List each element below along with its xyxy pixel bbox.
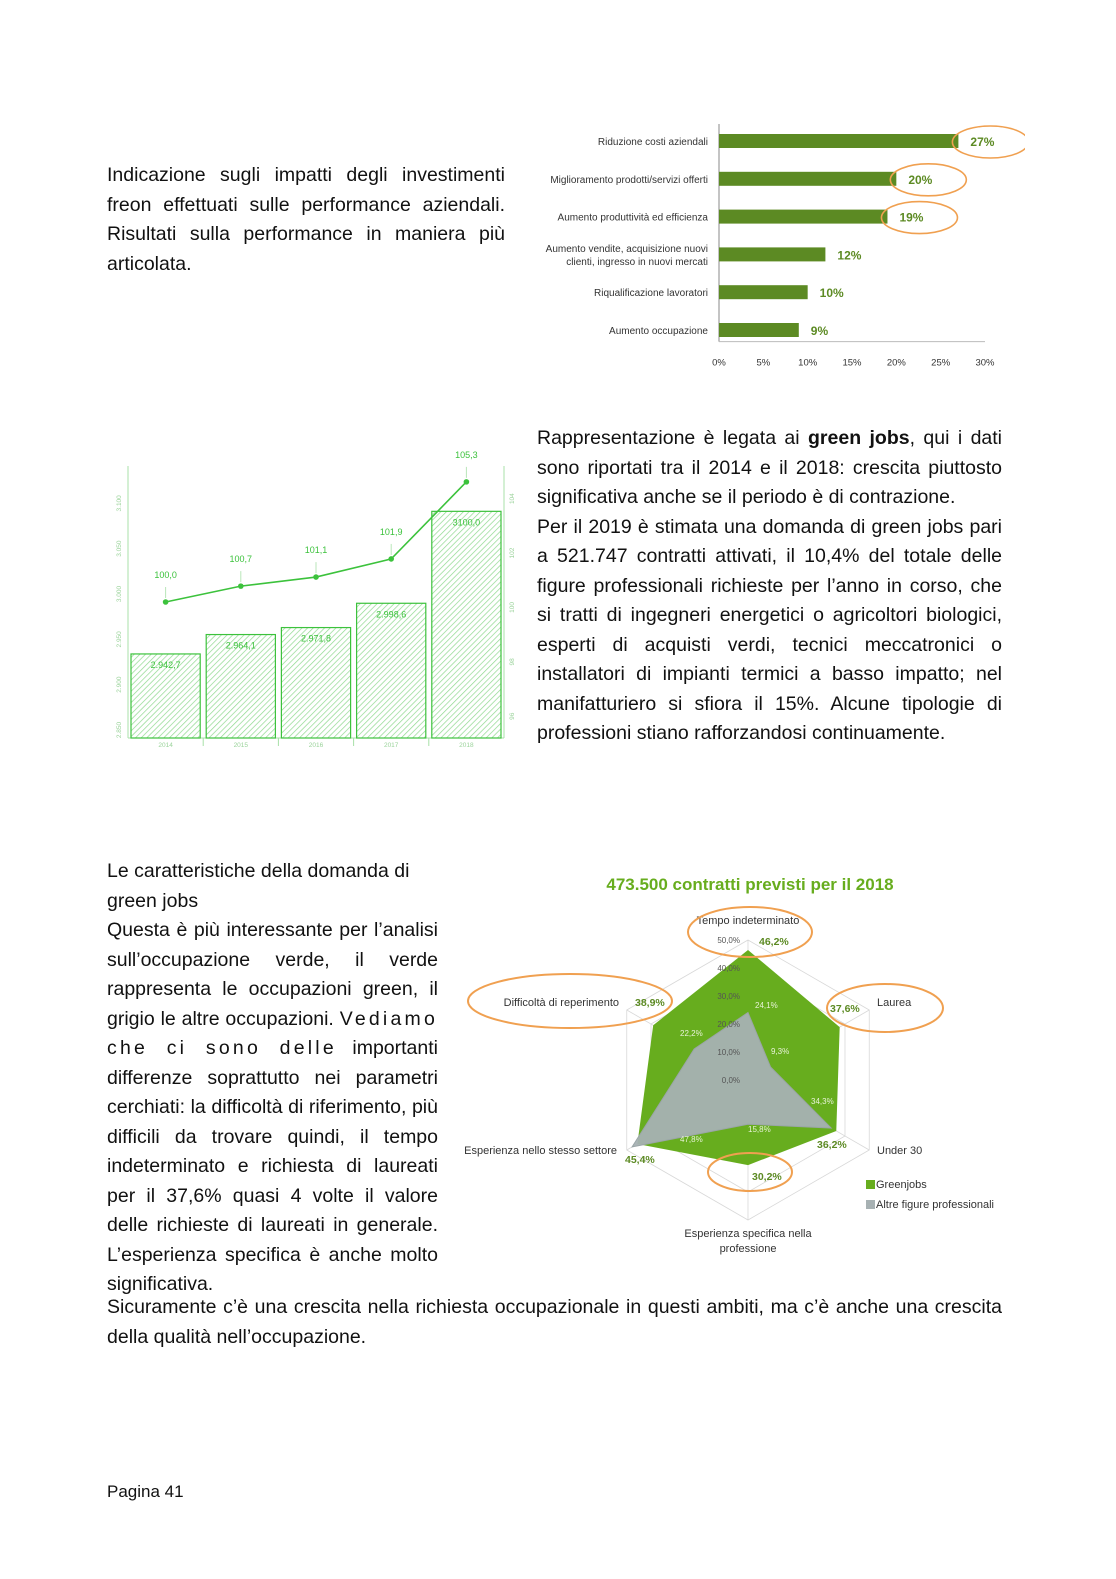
bar-value-label: 27%	[970, 135, 995, 149]
bar-x-tick: 10%	[798, 357, 818, 369]
radar-grey-value: 9,3%	[771, 1047, 790, 1056]
bar-category-label: Riduzione costi aziendali	[597, 137, 708, 148]
combo-line	[166, 482, 467, 602]
bar-1	[719, 134, 958, 148]
greenjobs-lead: Rappresentazione è legata ai	[537, 427, 809, 449]
bar-x-tick: 30%	[975, 357, 995, 369]
bar-value-label: 20%	[908, 172, 933, 187]
combo-x-tick: 2018	[459, 742, 474, 749]
combo-line-label: 101,9	[379, 526, 403, 537]
bar-5	[719, 285, 808, 299]
combo-right-tick: 96	[509, 712, 516, 720]
combo-line-point	[464, 479, 470, 485]
greenjobs-rest: , qui i dati sono riportati tra il 2014 e il 2018: crescita piuttosto significativa anche se il periodo è di contrazione.	[537, 427, 1003, 508]
combo-x-tick: 2014	[158, 742, 173, 749]
radar-axis-label: Esperienza nello stesso settore	[464, 1145, 617, 1157]
combo-x-tick: 2017	[383, 742, 399, 749]
contracts-radar-chart	[462, 866, 1022, 1261]
radar-axis-label: Difficoltà di reperimento	[503, 997, 619, 1009]
demand-body	[107, 916, 438, 1300]
page-number: Pagina 41	[107, 1482, 184, 1501]
combo-line-point	[313, 574, 319, 580]
combo-left-tick: 2.900	[116, 676, 123, 693]
radar-axis-label: Tempo indeterminato	[696, 915, 800, 927]
combo-line-label: 101,1	[304, 545, 328, 556]
bar-value-label: 9%	[810, 324, 829, 338]
bar-x-tick: 25%	[931, 357, 951, 369]
combo-bar-label: 2.964,1	[225, 640, 256, 651]
impact-bar-chart	[525, 112, 1025, 374]
combo-bar-label: 2.942,7	[150, 659, 181, 670]
radar-r-tick: 0,0%	[721, 1076, 740, 1085]
radar-grey-value: 24,1%	[755, 1001, 778, 1010]
combo-left-tick: 3.100	[116, 495, 123, 512]
radar-green-value: 38,9%	[635, 997, 665, 1009]
combo-bar-label: 2.998,6	[376, 609, 407, 620]
radar-grey-value: 34,3%	[811, 1097, 834, 1106]
radar-green-value: 37,6%	[830, 1003, 860, 1015]
combo-bar-label: 2.971,8	[300, 633, 332, 644]
radar-title: 473.500 contratti previsti per il 2018	[606, 875, 894, 894]
demand-body-a: Questa è più interessante per l’analisi sull’occupazione verde, il verde rappresenta le occupazioni green, il grigio le altre occupazioni.	[107, 919, 438, 1030]
radar-r-tick: 20,0%	[717, 1020, 740, 1029]
demand-title: Le caratteristiche della domanda di green jobs	[107, 860, 410, 912]
radar-green-value: 36,2%	[817, 1139, 847, 1151]
bar-category-label: Aumento vendite, acquisizione nuovi	[545, 243, 708, 255]
bar-category-label: clienti, ingresso in nuovi mercati	[566, 256, 708, 268]
intro-paragraph	[107, 161, 505, 279]
radar-green-value: 30,2%	[752, 1171, 782, 1183]
radar-r-tick: 30,0%	[717, 992, 740, 1001]
radar-r-tick: 50,0%	[717, 936, 740, 945]
bar-x-tick: 15%	[842, 357, 862, 369]
bar-x-tick: 0%	[712, 357, 726, 369]
radar-legend-label: Altre figure professionali	[876, 1199, 995, 1211]
combo-left-tick: 2.950	[116, 631, 123, 648]
radar-green-value: 45,4%	[625, 1154, 655, 1166]
combo-left-tick: 3.000	[116, 585, 123, 603]
combo-left-tick: 3.050	[116, 540, 123, 557]
combo-bar-label: 3100,0	[452, 517, 481, 528]
radar-legend-label: Greenjobs	[876, 1179, 927, 1191]
combo-right-tick: 98	[509, 658, 516, 666]
radar-grey-value: 47,8%	[680, 1135, 703, 1144]
greenjobs-paragraph	[537, 424, 1002, 749]
conclusion-paragraph	[107, 1293, 1002, 1352]
bar-value-label: 19%	[899, 210, 924, 225]
bar-6	[719, 323, 799, 337]
combo-left-tick: 2.850	[116, 721, 123, 739]
combo-bar-2017	[357, 603, 426, 738]
bar-category-label: Aumento occupazione	[609, 326, 708, 337]
bar-value-label: 10%	[819, 286, 844, 301]
radar-legend-swatch	[866, 1200, 875, 1209]
radar-axis-label: Laurea	[877, 997, 912, 1009]
combo-x-tick: 2015	[233, 742, 249, 749]
conclusion-text: Sicuramente c’è una crescita nella richiesta occupazionale in questi ambiti, ma c’è anche una crescita della qualità nell’occupazione.	[107, 1296, 1002, 1348]
bar-category-label: Riqualificazione lavoratori	[594, 288, 708, 300]
greenjobs-bold: green jobs	[808, 427, 910, 449]
combo-bar-2016	[281, 628, 350, 738]
combo-line-label: 105,3	[455, 449, 478, 460]
bar-3	[719, 210, 887, 224]
bar-4	[719, 247, 825, 261]
demand-paragraph	[107, 857, 438, 1300]
greenjobs-trend-chart	[108, 448, 523, 758]
radar-green-value: 46,2%	[759, 936, 789, 948]
radar-axis-label: professione	[719, 1243, 777, 1255]
combo-right-tick: 104	[509, 493, 516, 505]
combo-right-tick: 102	[509, 547, 516, 559]
bar-value-label: 12%	[837, 248, 862, 263]
combo-line-label: 100,7	[229, 554, 253, 565]
bar-x-tick: 20%	[886, 357, 906, 369]
radar-legend-swatch	[866, 1180, 875, 1189]
combo-bar-2018	[432, 511, 501, 738]
radar-r-tick: 10,0%	[717, 1048, 740, 1057]
demand-body-b: importanti differenze soprattutto nei parametri cerchiati: la difficoltà di riferimento, più difficili da trovare quindi, il tempo indeterminato e richiesta di laureati per il 37,6% quasi 4 volte il valore delle richieste di laureati in generale. L’esperienza specifica è anche molto significativa.	[107, 1037, 438, 1295]
radar-grey-value: 22,2%	[680, 1029, 703, 1038]
radar-r-tick: 40,0%	[717, 964, 740, 973]
bar-category-label: Aumento produttività ed efficienza	[557, 212, 708, 224]
bar-x-tick: 5%	[756, 357, 771, 369]
combo-right-tick: 100	[509, 602, 516, 613]
radar-axis-label: Under 30	[877, 1145, 923, 1157]
bar-2	[719, 172, 896, 186]
radar-axis-label: Esperienza specifica nella	[684, 1228, 812, 1240]
combo-x-tick: 2016	[308, 742, 324, 749]
demand-body-wide: Vediamo che ci sono delle	[107, 1007, 438, 1059]
combo-line-label: 100,0	[154, 570, 177, 580]
bar-category-label: Miglioramento prodotti/servizi offerti	[550, 174, 708, 186]
greenjobs-p2: Per il 2019 è stimata una domanda di green jobs pari a 521.747 contratti attivati, il 10,4% del totale delle figure professionali richieste per l’anno in corso, che si tratti di ingegneri energetici o agricoltori biologici, esperti di acquisti verdi, tecnici meccatronici o installatori di impianti termici a basso impatto; nel manifatturiero si sfiora il 15%. Alcune tipologie di professioni stiano rafforzandosi continuamente.	[537, 515, 1002, 744]
greenjobs-p1	[537, 424, 1002, 513]
combo-line-point	[388, 556, 394, 562]
combo-line-point	[238, 583, 244, 589]
radar-grey-value: 15,8%	[748, 1125, 771, 1134]
combo-line-point	[163, 599, 169, 605]
intro-text: Indicazione sugli impatti degli investimenti freon effettuati sulle performance aziendali. Risultati sulla performance in maniera più articolata.	[107, 164, 505, 275]
